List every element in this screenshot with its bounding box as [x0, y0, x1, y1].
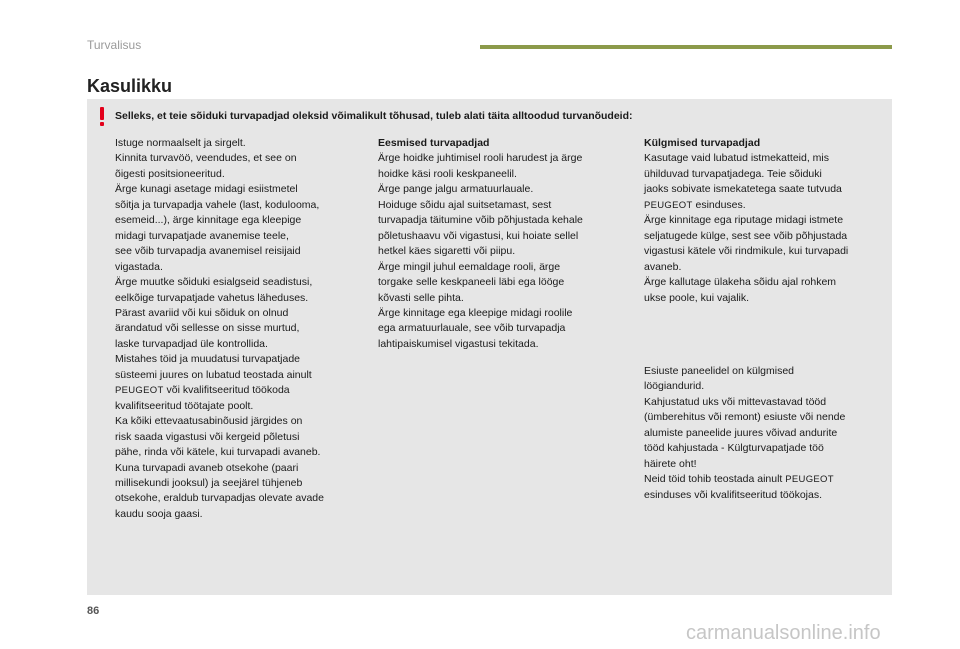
text-line: põletushaavu või vigastusi, kui hoiate sellel	[378, 229, 579, 242]
side-airbags-heading: Külgmised turvapadjad	[644, 137, 761, 149]
text-line: alumiste paneelide juures võivad andurite	[644, 426, 838, 439]
page-title: Kasulikku	[87, 76, 173, 96]
text-line: pähe, rinda või kätele, kui turvapadi avaneb.	[115, 446, 321, 459]
text-line: Ärge mingil juhul eemaldage rooli, ärge	[378, 260, 561, 273]
section-label: Turvalisus	[87, 38, 142, 52]
text-line: eelkõige turvapatjade vahetus läheduses.	[115, 291, 309, 304]
text-line: Istuge normaalselt ja sirgelt.	[115, 137, 246, 149]
text-line: Ärge kinnitage ega riputage midagi istmete	[644, 214, 844, 227]
text-line: Hoiduge sõidu ajal suitsetamast, sest	[378, 198, 552, 211]
text-line: kvalifitseeritud töötajate poolt.	[115, 399, 254, 412]
text-line: Ärge kallutage ülakeha sõidu ajal rohkem	[644, 276, 837, 289]
text-line: häirete oht!	[644, 457, 697, 470]
text-line: ühilduvad turvapatjadega. Teie sõiduki	[644, 167, 822, 180]
door-sensors-lines	[644, 364, 884, 472]
brand-line: Neid töid tohib teostada ainult PEUGEOT	[644, 473, 834, 486]
text-line: torgake selle keskpaneeli läbi ega lööge	[378, 276, 565, 289]
text-line: Pärast avariid või kui sõiduk on olnud	[115, 306, 289, 319]
text-line: otsekohe, eraldub turvapadjas olevate avade	[115, 492, 324, 505]
text-line: seljatugede külge, sest see võib põhjustada	[644, 229, 848, 242]
text-line: midagi turvapatjade avanemise teele,	[115, 229, 289, 242]
text-line: kõvasti selle pihta.	[378, 291, 464, 304]
text-line: kaudu sooja gaasi.	[115, 507, 203, 520]
text-line: süsteemi juures on lubatud teostada ainult	[115, 368, 312, 381]
text-line: see võib turvapadja avanemisel reisijaid	[115, 245, 301, 258]
text-line: Ärge muutke sõiduki esialgseid seadistusi,	[115, 276, 313, 289]
watermark: carmanualsonline.info	[686, 622, 881, 644]
text-line: ega armatuurlauale, see võib turvapadja	[378, 322, 566, 335]
general-rules-lines-after	[115, 399, 365, 523]
text-line: Kahjustatud uks või mittevastavad tööd	[644, 395, 827, 408]
text-line: Ka kõiki ettevaatusabinõusid järgides on	[115, 415, 303, 428]
exclamation-icon	[97, 107, 107, 127]
text-line: õigesti positsioneeritud.	[115, 167, 225, 180]
text-line: (ümberehitus või remont) esiuste või nende	[644, 411, 846, 424]
brand-name: PEUGEOT	[785, 474, 834, 486]
text-line: ukse poole, kui vajalik.	[644, 291, 750, 304]
door-sensors-lines-after	[644, 488, 884, 503]
front-airbags-lines	[378, 151, 628, 352]
text-line: jaoks sobivate ismekatetega saate tutvuda	[644, 183, 842, 196]
brand-name: PEUGEOT	[644, 199, 693, 211]
text-line: löögiandurid.	[644, 380, 705, 393]
text-line: Ärge kunagi asetage midagi esiistmetel	[115, 183, 298, 196]
text-line: esemeid...), ärge kinnitage ega kleepige	[115, 214, 302, 227]
text-line: Ärge pange jalgu armatuurlauale.	[378, 183, 534, 196]
front-airbags-heading: Eesmised turvapadjad	[378, 137, 490, 149]
side-airbags-lines-after	[644, 213, 884, 306]
text-line: laske turvapadjad üle kontrollida.	[115, 337, 268, 350]
text-line: Kuna turvapadi avaneb otsekohe (paari	[115, 461, 299, 474]
text-line: avaneb.	[644, 260, 682, 273]
text-line: hoidke käsi rooli keskpaneelil.	[378, 167, 517, 180]
text-line: millisekundi jooksul) ja seejärel tühjeneb	[115, 476, 303, 489]
text-line: turvapadja täitumine võib põhjustada kehale	[378, 214, 583, 227]
brand-line: PEUGEOT või kvalifitseeritud töökoda	[115, 384, 290, 397]
text-line: risk saada vigastusi või kergeid põletusi	[115, 430, 300, 443]
door-sensors-column	[644, 364, 884, 503]
brand-name: PEUGEOT	[115, 385, 164, 397]
text-line: Ärge hoidke juhtimisel rooli harudest ja ärge	[378, 152, 583, 165]
text-line: Esiuste paneelidel on külgmised	[644, 365, 795, 377]
text-line: esinduses või kvalifitseeritud töökojas.	[644, 488, 823, 501]
text-line: Kasutage vaid lubatud istmekatteid, mis	[644, 152, 830, 165]
warning-text: Selleks, et teie sõiduki turvapadjad oleksid võimalikult tõhusad, tuleb alati täita alltoodud turvanõudeid:	[115, 110, 633, 122]
text-line: Mistahes töid ja muudatusi turvapatjade	[115, 353, 301, 366]
text-line: tööd kahjustada - Külgturvapatjade töö	[644, 442, 824, 455]
text-line: ärandatud või sellesse on sisse murtud,	[115, 322, 300, 335]
page-number: 86	[87, 605, 100, 617]
general-rules-column	[115, 136, 365, 522]
general-rules-lines	[115, 136, 365, 383]
text-line: Kinnita turvavöö, veendudes, et see on	[115, 152, 297, 165]
text-line: lahtipaiskumisel vigastusi tekitada.	[378, 337, 539, 350]
text-line: Ärge kinnitage ega kleepige midagi roolile	[378, 306, 573, 319]
text-line: sõitja ja turvapadja vahele (last, kodulooma,	[115, 198, 320, 211]
text-line: vigastada.	[115, 260, 163, 273]
text-line: vigastusi kätele või rindmikule, kui turvapadi	[644, 245, 849, 258]
header-accent-bar	[480, 45, 892, 49]
side-airbags-column	[644, 136, 884, 306]
front-airbags-column	[378, 136, 628, 352]
text-line: hetkel käes sigaretti või piipu.	[378, 245, 516, 258]
brand-line: PEUGEOT esinduses.	[644, 198, 746, 211]
side-airbags-lines	[644, 151, 884, 197]
